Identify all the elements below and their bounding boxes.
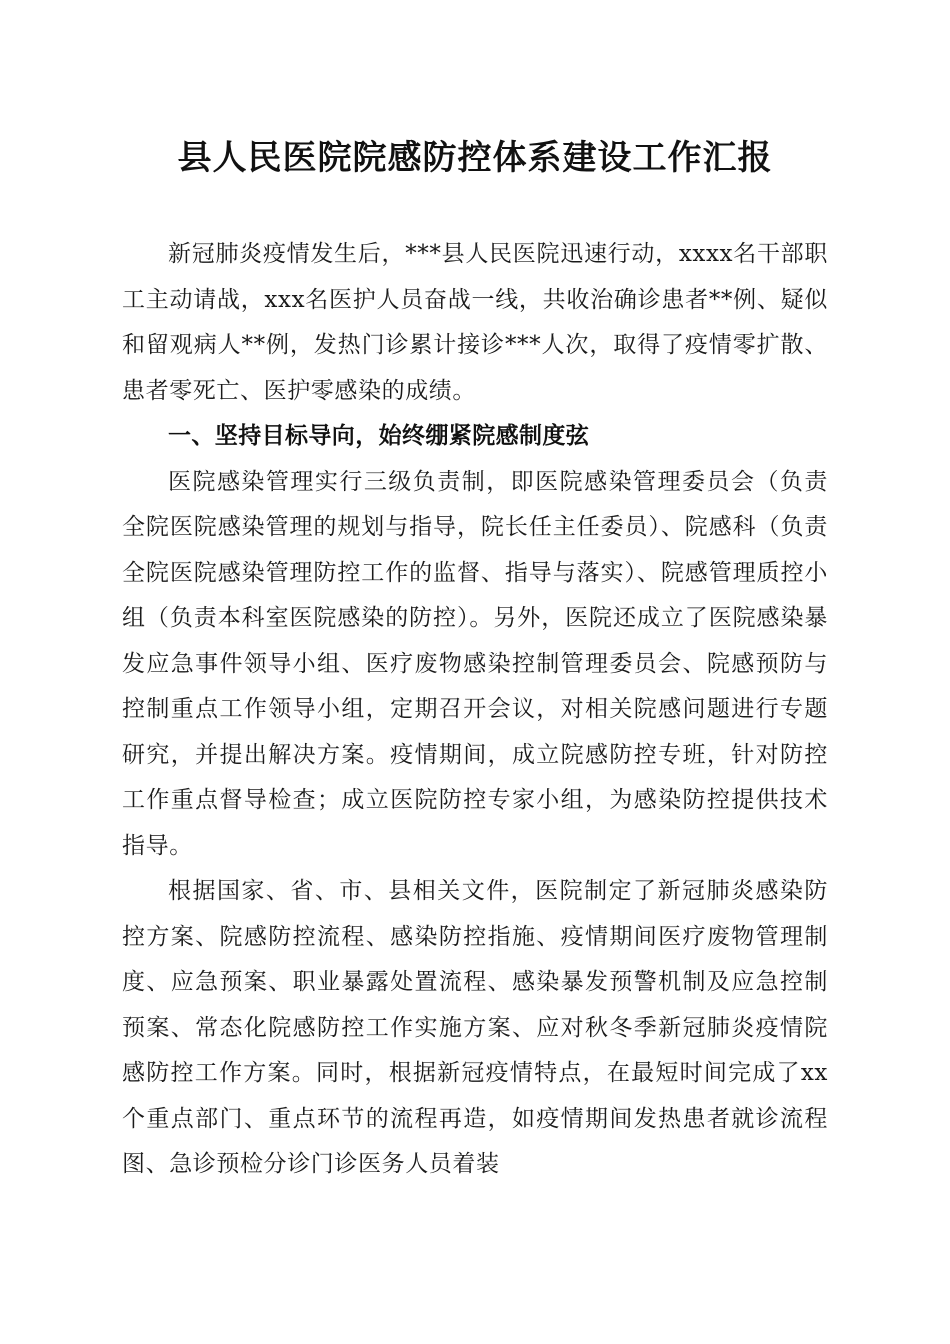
section-1-paragraph-1: 医院感染管理实行三级负责制，即医院感染管理委员会（负责全院医院感染管理的规划与指导，院长任主任委员）、院感科（负责全院医院感染管理防控工作的监督、指导与落实）、院感管理质控小组（负责本科室医院感染的防控）。另外，医院还成立了医院感染暴发应急事件领导小组、医疗废物感染控制管理委员会、院感预防与控制重点工作领导小组，定期召开会议，对相关院感问题进行专题研究，并提出解决方案。疫情期间，成立院感防控专班，针对防控工作重点督导检查；成立医院防控专家小组，为感染防控提供技术指导。 [122, 468, 828, 859]
intro-paragraph: 新冠肺炎疫情发生后，***县人民医院迅速行动，xxxx名干部职工主动请战，xxx名医护人员奋战一线，共收治确诊患者**例、疑似和留观病人**例，发热门诊累计接诊***人次，取得了疫情零扩散、患者零死亡、医护零感染的成绩。 [122, 241, 828, 404]
document-title: 县人民医院院感防控体系建设工作汇报 [177, 138, 773, 178]
section-1-paragraph-2: 根据国家、省、市、县相关文件，医院制定了新冠肺炎感染防控方案、院感防控流程、感染防控指施、疫情期间医疗废物管理制度、应急预案、职业暴露处置流程、感染暴发预警机制及应急控制预案、常态化院感防控工作实施方案、应对秋冬季新冠肺炎疫情院感防控工作方案。同时，根据新冠疫情特点，在最短时间完成了xx个重点部门、重点环节的流程再造，如疫情期间发热患者就诊流程图、急诊预检分诊门诊医务人员着装 [122, 878, 828, 1177]
document-body [122, 232, 828, 1188]
section-1-heading: 一、坚持目标导向，始终绷紧院感制度弦 [168, 423, 590, 449]
